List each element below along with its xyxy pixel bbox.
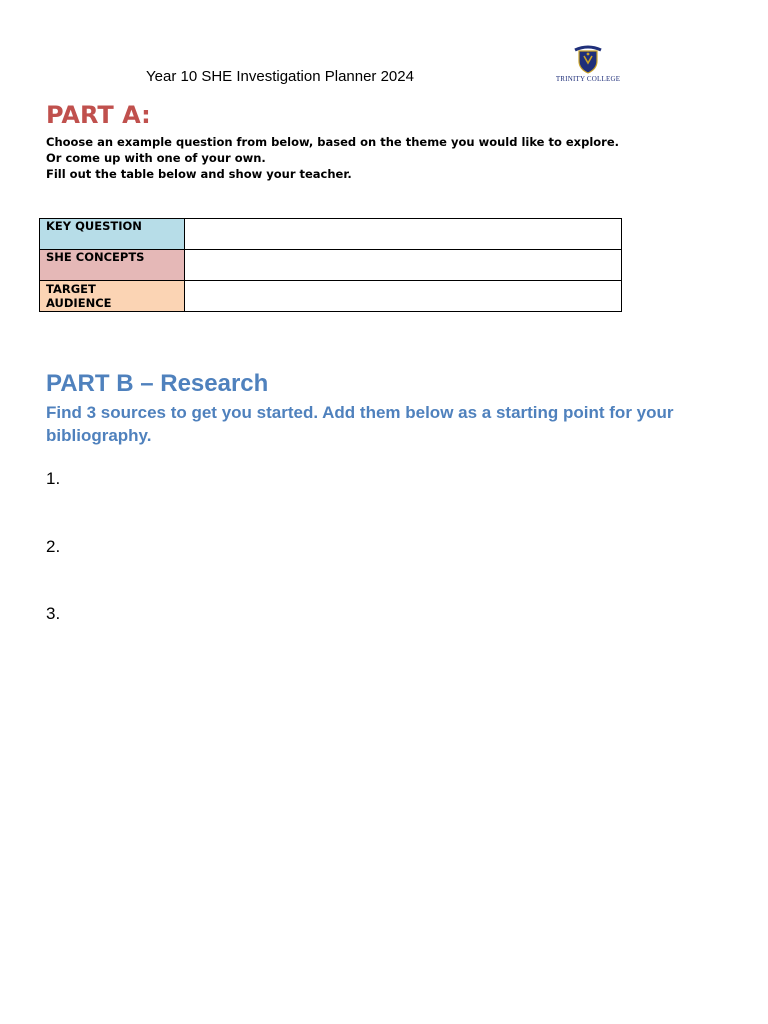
source-item-3[interactable]: 3. [46, 604, 61, 623]
part-a-instructions [46, 134, 619, 182]
planner-table [39, 218, 622, 312]
source-item-2[interactable]: 2. [46, 537, 61, 556]
part-a-heading: PART A: [46, 101, 151, 129]
table-row [40, 219, 622, 250]
key-question-field[interactable] [185, 219, 622, 250]
key-question-label: KEY QUESTION [40, 219, 185, 250]
target-audience-field[interactable] [185, 281, 622, 312]
she-concepts-field[interactable] [185, 250, 622, 281]
part-b-instructions: Find 3 sources to get you started. Add them below as a starting point for your bibliography. [46, 403, 674, 445]
crest-icon [571, 43, 605, 75]
instruction-line: Choose an example question from below, based on the theme you would like to explore. [46, 135, 620, 149]
source-item-1[interactable]: 1. [46, 469, 61, 488]
document-title: Year 10 SHE Investigation Planner 2024 [146, 68, 414, 85]
instruction-line: Or come up with one of your own. [46, 151, 266, 165]
target-audience-label: TARGET AUDIENCE [40, 281, 185, 312]
she-concepts-label: SHE CONCEPTS [40, 250, 185, 281]
table-row [40, 281, 622, 312]
table-row [40, 250, 622, 281]
instruction-line: Fill out the table below and show your teacher. [46, 167, 352, 181]
school-logo [553, 43, 623, 87]
part-b-heading: PART B – Research [46, 370, 269, 397]
logo-text: TRINITY COLLEGE [555, 75, 621, 83]
